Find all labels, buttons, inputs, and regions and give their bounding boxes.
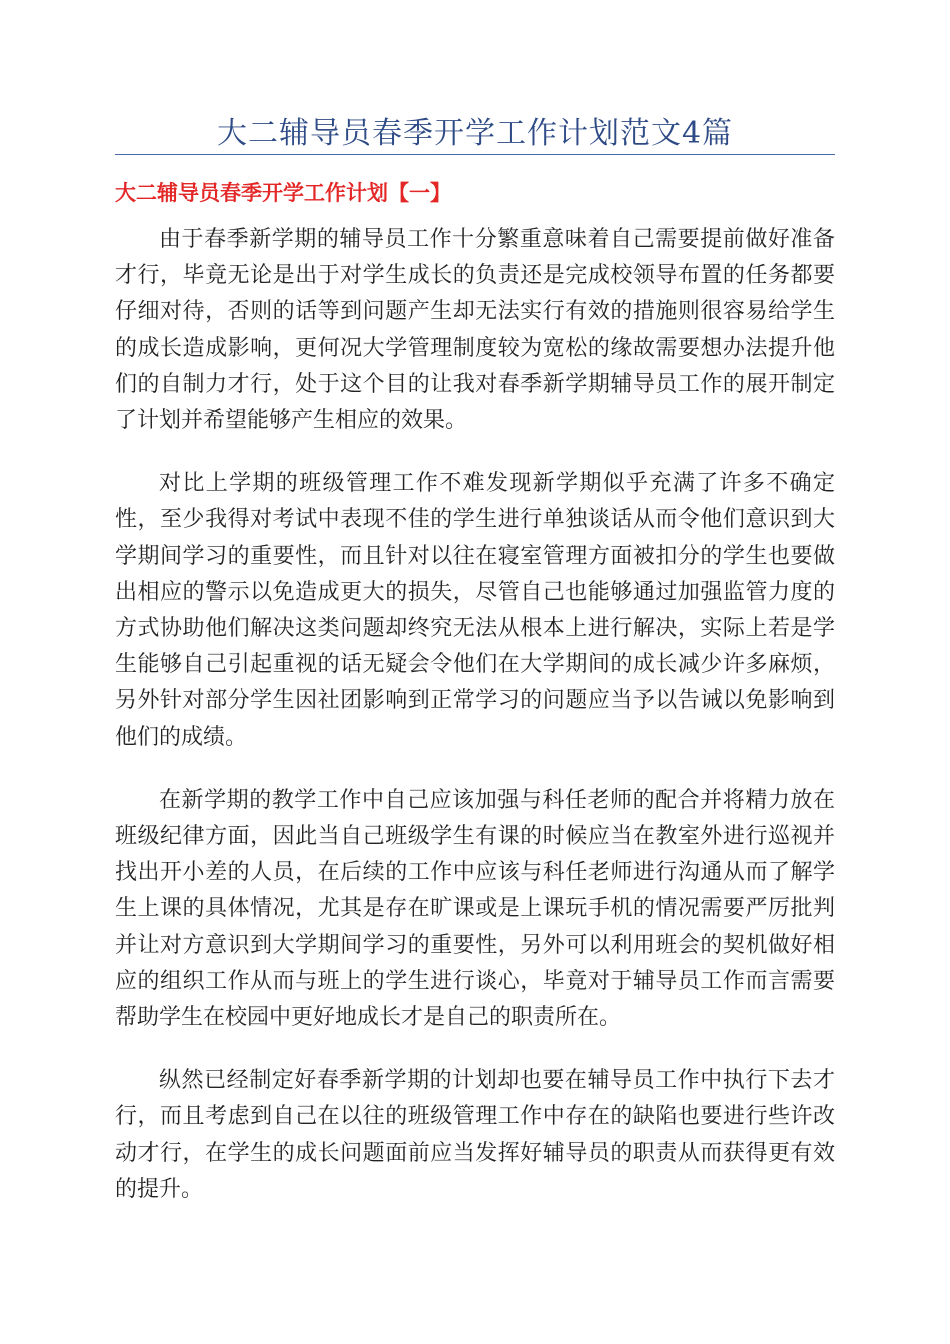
paragraph-1: 由于春季新学期的辅导员工作十分繁重意味着自己需要提前做好准备才行，毕竟无论是出于对学生成长的负责还是完成校领导布置的任务都要仔细对待，否则的话等到问题产生却无法实行有效的措施则很容易给学生的成长造成影响，更何况大学管理制度较为宽松的缘故需要想办法提升他们的自制力才行，处于这个目的让我对春季新学期辅导员工作的展开制定了计划并希望能够产生相应的效果。 — [115, 227, 835, 434]
section-heading: 大二辅导员春季开学工作计划【一】 — [115, 181, 451, 205]
body-text — [115, 222, 835, 1235]
paragraph-4: 纵然已经制定好春季新学期的计划却也要在辅导员工作中执行下去才行，而且考虑到自己在以往的班级管理工作中存在的缺陷也要进行些许改动才行，在学生的成长问题面前应当发挥好辅导员的职责从而获得更有效的提升。 — [115, 1068, 835, 1202]
title-underline — [115, 154, 835, 155]
paragraph-3: 在新学期的教学工作中自己应该加强与科任老师的配合并将精力放在班级纪律方面，因此当自己班级学生有课的时候应当在教室外进行巡视并找出开小差的人员，在后续的工作中应该与科任老师进行沟通从而了解学生上课的具体情况，尤其是存在旷课或是上课玩手机的情况需要严厉批判并让对方意识到大学期间学习的重要性，另外可以利用班会的契机做好相应的组织工作从而与班上的学生进行谈心，毕竟对于辅导员工作而言需要帮助学生在校园中更好地成长才是自己的职责所在。 — [115, 787, 835, 1031]
paragraph-2: 对比上学期的班级管理工作不难发现新学期似乎充满了许多不确定性，至少我得对考试中表现不佳的学生进行单独谈话从而令他们意识到大学期间学习的重要性，而且针对以往在寝室管理方面被扣分的学生也要做出相应的警示以免造成更大的损失，尽管自己也能够通过加强监管力度的方式协助他们解决这类问题却终究无法从根本上进行解决，实际上若是学生能够自己引起重视的话无疑会令他们在大学期间的成长减少许多麻烦，另外针对部分学生因社团影响到正常学习的问题应当予以告诫以免影响到他们的成绩。 — [115, 471, 835, 750]
document-title: 大二辅导员春季开学工作计划范文4篇 — [216, 116, 734, 151]
